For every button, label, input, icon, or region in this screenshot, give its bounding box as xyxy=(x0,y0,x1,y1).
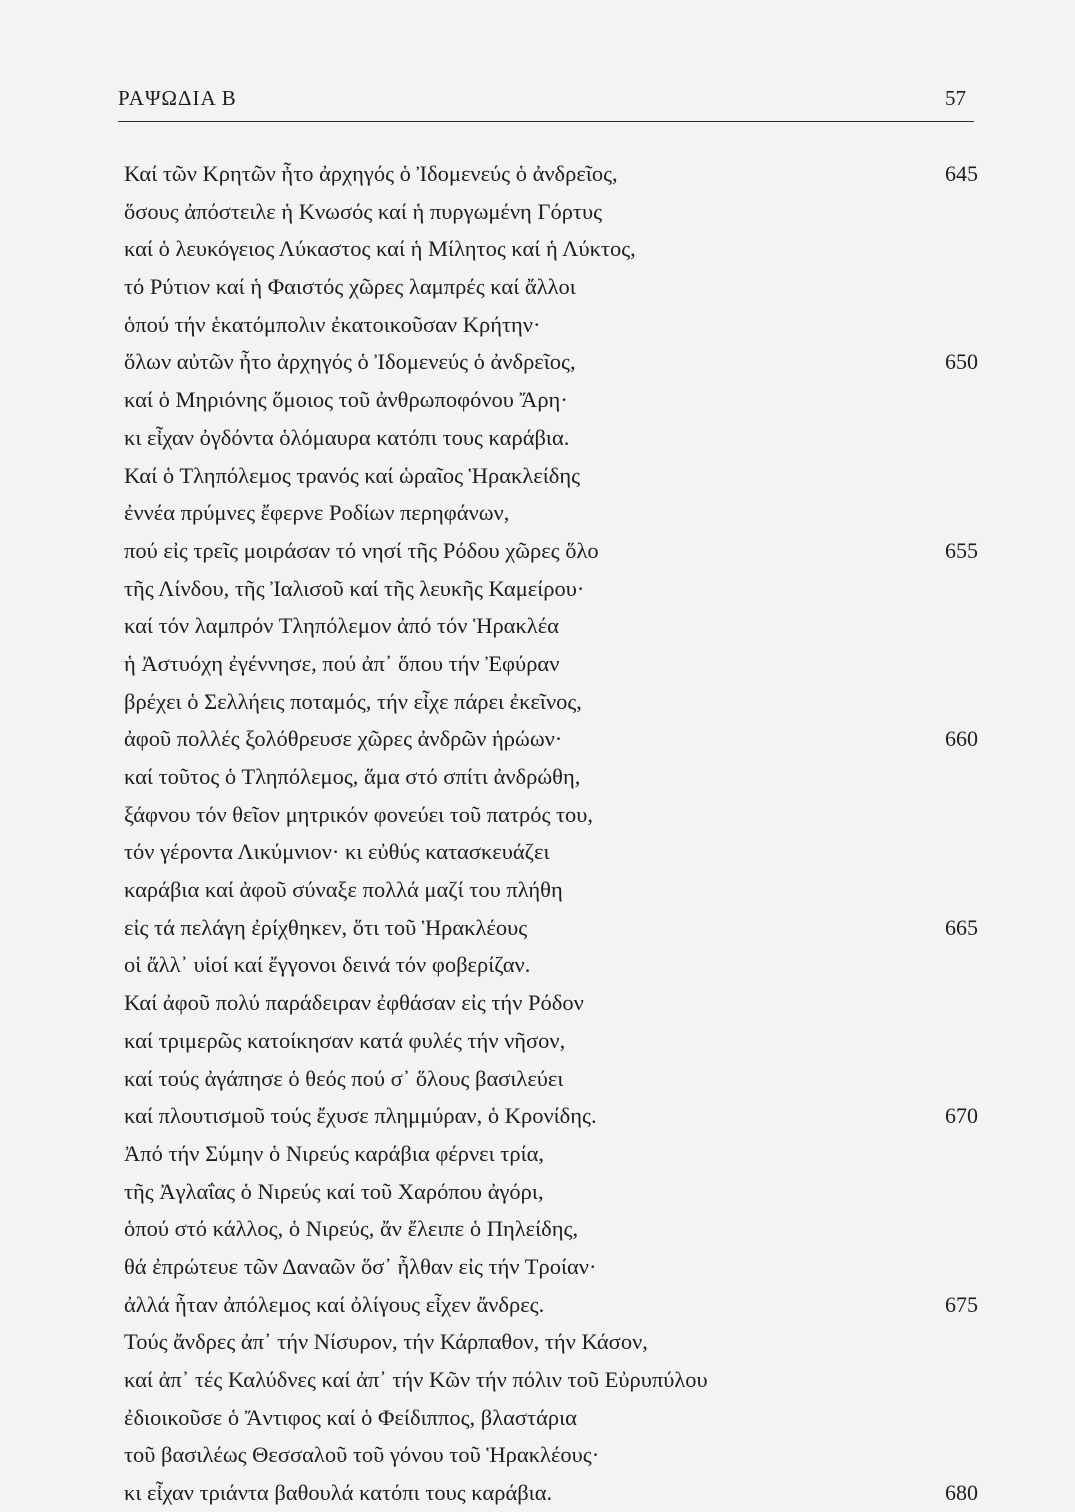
verse-line xyxy=(124,946,984,984)
verse-text: τόν γέροντα Λικύμνιον· κι εὐθύς κατασκευάζει xyxy=(124,839,550,865)
line-number: 655 xyxy=(945,537,978,563)
verse-text: Καί τῶν Κρητῶν ἦτο ἀρχηγός ὁ Ἰδομενεύς ὁ ἀνδρεῖος, xyxy=(124,161,618,186)
verse-line xyxy=(124,419,984,457)
verse-line xyxy=(124,909,984,947)
verse-text: καράβια καί ἀφοῦ σύναξε πολλά μαζί του πλήθη xyxy=(124,877,563,903)
verse-line xyxy=(124,1361,984,1399)
verse-line xyxy=(124,381,984,419)
verse-line xyxy=(124,268,984,306)
verse-line xyxy=(124,1323,984,1361)
verse-line xyxy=(124,457,984,495)
verse-line xyxy=(124,645,984,683)
verse-line xyxy=(124,1248,984,1286)
verse-text: τοῦ βασιλέως Θεσσαλοῦ τοῦ γόνου τοῦ Ἡρακλέους· xyxy=(124,1442,600,1468)
verse-line xyxy=(124,1135,984,1173)
verse-text: οἱ ἄλλ᾿ υἱοί καί ἔγγονοι δεινά τόν φοβερίζαν. xyxy=(124,952,531,978)
running-head xyxy=(118,86,978,116)
verse-line xyxy=(124,1286,984,1324)
verse-text: κι εἶχαν τριάντα βαθουλά κατόπι τους καράβια. xyxy=(124,1480,553,1506)
verse-text: ὁπού στό κάλλος, ὁ Νιρεύς, ἄν ἔλειπε ὁ Πηλείδης, xyxy=(124,1216,579,1242)
verse-text: ἀλλά ἦταν ἀπόλεμος καί ὀλίγους εἶχεν ἄνδρες. xyxy=(124,1291,545,1317)
verse-line xyxy=(124,230,984,268)
verse-line xyxy=(124,1210,984,1248)
verse-text: ἐννέα πρύμνες ἔφερνε Ροδίων περηφάνων, xyxy=(124,500,510,526)
verse-text: τό Ρύτιον καί ἡ Φαιστός χῶρες λαμπρές καί ἄλλοι xyxy=(124,274,576,300)
verse-text: ἀφοῦ πολλές ξολόθρευσε χῶρες ἀνδρῶν ἡρώων· xyxy=(124,726,563,752)
verse-text: καί τριμερῶς κατοίκησαν κατά φυλές τήν νῆσον, xyxy=(124,1027,566,1053)
verse-line xyxy=(124,1399,984,1437)
line-number: 670 xyxy=(945,1103,978,1129)
verse-block xyxy=(124,155,984,1512)
verse-line xyxy=(124,758,984,796)
verse-text: ὁπού τήν ἑκατόμπολιν ἐκατοικοῦσαν Κρήτην· xyxy=(124,311,541,337)
verse-text: ἐδιοικοῦσε ὁ Ἄντιφος καί ὁ Φείδιππος, βλαστάρια xyxy=(124,1404,577,1430)
verse-line xyxy=(124,306,984,344)
verse-text: ὅσους ἀπόστειλε ἡ Κνωσός καί ἡ πυργωμένη Γόρτυς xyxy=(124,198,603,224)
verse-text: καί τοῦτος ὁ Τληπόλεμος, ἅμα στό σπίτι ἀνδρώθη, xyxy=(124,764,581,789)
verse-line xyxy=(124,720,984,758)
verse-line xyxy=(124,1436,984,1474)
verse-line xyxy=(124,343,984,381)
verse-line xyxy=(124,683,984,721)
verse-text: καί τόν λαμπρόν Τληπόλεμον ἀπό τόν Ἡρακλέα xyxy=(124,613,559,639)
verse-text: ἡ Ἀστυόχη ἐγέννησε, πού ἀπ᾿ ὅπου τήν Ἐφύραν xyxy=(124,650,560,676)
verse-line xyxy=(124,155,984,193)
verse-line xyxy=(124,1060,984,1098)
verse-text: καί πλουτισμοῦ τούς ἔχυσε πλημμύραν, ὁ Κρονίδης. xyxy=(124,1103,597,1129)
line-number: 645 xyxy=(945,161,978,186)
line-number: 650 xyxy=(945,349,978,375)
verse-text: καί ὁ λευκόγειος Λύκαστος καί ἡ Μίλητος καί ἡ Λύκτος, xyxy=(124,236,636,262)
line-number: 675 xyxy=(945,1291,978,1317)
verse-text: Τούς ἄνδρες ἀπ᾿ τήν Νίσυρον, τήν Κάρπαθον, τήν Κάσον, xyxy=(124,1329,648,1355)
verse-text: κι εἶχαν ὀγδόντα ὁλόμαυρα κατόπι τους καράβια. xyxy=(124,424,570,450)
verse-text: καί ἀπ᾿ τές Καλύδνες καί ἀπ᾿ τήν Κῶν τήν πόλιν τοῦ Εὐρυπύλου xyxy=(124,1367,708,1392)
line-number: 680 xyxy=(945,1480,978,1506)
verse-text: τῆς Λίνδου, τῆς Ἰαλισοῦ καί τῆς λευκῆς Καμείρου· xyxy=(124,575,585,601)
verse-text: καί ὁ Μηριόνης ὅμοιος τοῦ ἀνθρωποφόνου Ἄρη· xyxy=(124,387,568,413)
verse-text: καί τούς ἀγάπησε ὁ θεός πού σ᾿ ὅλους βασιλεύει xyxy=(124,1065,564,1091)
verse-line xyxy=(124,494,984,532)
running-title: ΡΑΨΩΔΙΑ Β xyxy=(118,86,237,110)
verse-line xyxy=(124,984,984,1022)
verse-text: πού εἰς τρεῖς μοιράσαν τό νησί τῆς Ρόδου χῶρες ὅλο xyxy=(124,537,599,563)
verse-text: θά ἐπρώτευε τῶν Δαναῶν ὅσ᾿ ἦλθαν εἰς τήν Τροίαν· xyxy=(124,1253,597,1279)
verse-line xyxy=(124,193,984,231)
verse-text: Καί ὁ Τληπόλεμος τρανός καί ὡραῖος Ἡρακλείδης xyxy=(124,462,581,488)
verse-line xyxy=(124,871,984,909)
verse-line xyxy=(124,1173,984,1211)
verse-line xyxy=(124,1022,984,1060)
verse-line xyxy=(124,570,984,608)
line-number: 660 xyxy=(945,726,978,752)
verse-text: βρέχει ὁ Σελλήεις ποταμός, τήν εἶχε πάρει ἐκεῖνος, xyxy=(124,688,582,714)
verse-line xyxy=(124,833,984,871)
verse-line xyxy=(124,607,984,645)
page-number: 57 xyxy=(945,86,966,110)
verse-line xyxy=(124,532,984,570)
verse-text: Καί ἀφοῦ πολύ παράδειραν ἐφθάσαν εἰς τήν Ρόδον xyxy=(124,990,584,1016)
verse-text: Ἀπό τήν Σύμην ὁ Νιρεύς καράβια φέρνει τρία, xyxy=(124,1140,545,1166)
verse-text: ὅλων αὐτῶν ἦτο ἀρχηγός ὁ Ἰδομενεύς ὁ ἀνδρεῖος, xyxy=(124,349,576,375)
verse-line xyxy=(124,1474,984,1512)
verse-text: τῆς Ἀγλαΐας ὁ Νιρεύς καί τοῦ Χαρόπου ἀγόρι, xyxy=(124,1178,544,1204)
header-rule xyxy=(118,121,974,122)
verse-text: εἰς τά πελάγη ἐρίχθηκεν, ὅτι τοῦ Ἡρακλέους xyxy=(124,914,528,940)
verse-line xyxy=(124,796,984,834)
verse-line xyxy=(124,1097,984,1135)
verse-text: ξάφνου τόν θεῖον μητρικόν φονεύει τοῦ πατρός του, xyxy=(124,801,594,827)
line-number: 665 xyxy=(945,914,978,940)
